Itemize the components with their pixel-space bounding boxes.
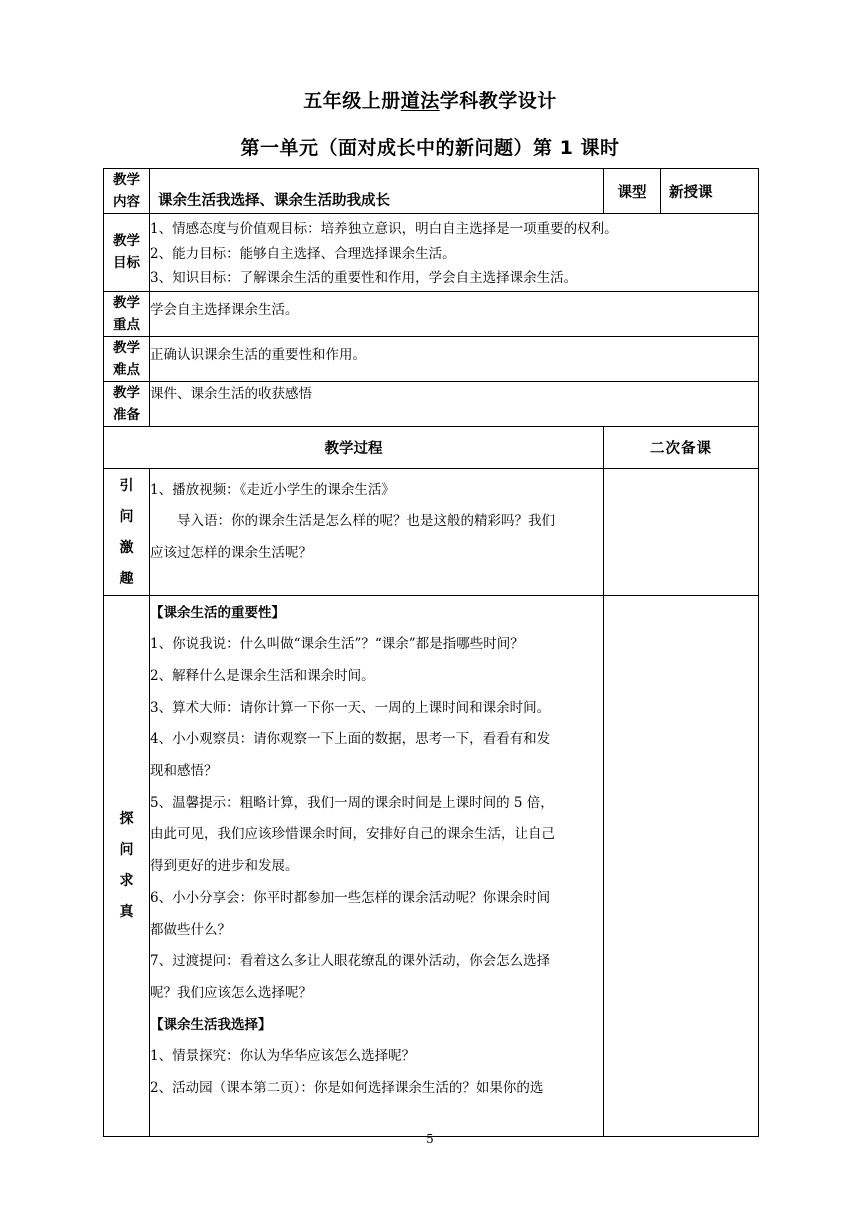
label-difficulties: 教学 难点: [104, 336, 150, 381]
intro-line: 1、播放视频：《走近小学生的课余生活》: [150, 481, 395, 498]
row-key-points: [104, 291, 759, 336]
intro-line: 应该过怎样的课余生活呢？: [150, 544, 312, 561]
goal-item: 1、情感态度与价值观目标：培养独立意识，明白自主选择是一项重要的权利。: [150, 221, 618, 237]
explore-line: 5、温馨提示：粗略计算，我们一周的课余时间是上课时间的 5 倍，: [150, 794, 554, 811]
explore-line: 1、情景探究：你认为华华应该怎么选择呢？: [150, 1048, 416, 1065]
explore-line: 都做些什么？: [150, 921, 231, 938]
explore-line: 由此可见，我们应该珍惜课余时间，安排好自己的课余生活，让自己: [150, 826, 555, 843]
row-intro: [104, 468, 759, 595]
goal-item: 3、知识目标：了解课余生活的重要性和作用，学会自主选择课余生活。: [150, 270, 578, 286]
section-title: 【课余生活的重要性】: [150, 604, 285, 621]
explore-line: 6、小小分享会：你平时都参加一些怎样的课余活动呢？你课余时间: [150, 889, 551, 906]
process-header: 教学过程: [104, 426, 604, 468]
explore-line: 4、小小观察员：请你观察一下上面的数据，思考一下，看看有和发: [150, 731, 551, 748]
key-points-value: 学会自主选择课余生活。: [150, 291, 759, 336]
explore-revision: [604, 595, 759, 1136]
explore-line: 2、解释什么是课余生活和课余时间。: [150, 667, 375, 684]
row-preparation: [104, 381, 759, 426]
row-content: [104, 169, 759, 214]
explore-line: 得到更好的进步和发展。: [150, 858, 299, 875]
explore-line: 7、过渡提问：看着这么多让人眼花缭乱的课外活动，你会怎么选择: [150, 953, 551, 970]
subject-underlined: 道法: [400, 90, 440, 112]
explore-line: 3、算术大师：请你计算一下你一天、一周的上课时间和课余时间。: [150, 699, 551, 716]
intro-revision: [604, 468, 759, 595]
label-content: 教学 内容: [104, 169, 150, 214]
explore-line: 呢？我们应该怎么选择呢？: [150, 984, 312, 1001]
label-intro: 引 问 激 趣: [104, 468, 150, 595]
explore-line: 1、你说我说：什么叫做“课余生活”？“课余”都是指哪些时间？: [150, 636, 524, 653]
page-subtitle: 第一单元（面对成长中的新问题）第 1 课时: [240, 137, 620, 159]
row-goals: [104, 214, 759, 292]
page-number: 5: [426, 1132, 434, 1146]
difficulties-value: 正确认识课余生活的重要性和作用。: [150, 336, 759, 381]
explore-line: 现和感悟？: [150, 763, 218, 780]
content-value: 课余生活我选择、课余生活助我成长: [150, 169, 604, 214]
intro-line: 导入语：你的课余生活是怎么样的呢？也是这般的精彩吗？我们: [177, 513, 555, 530]
explore-line: 2、活动园（课本第二页）：你是如何选择课余生活的？如果你的选: [150, 1080, 544, 1097]
label-explore: 探 问 求 真: [104, 595, 150, 1136]
row-process-header: [104, 426, 759, 468]
label-preparation: 教学 准备: [104, 381, 150, 426]
page-title: 五年级上册道法学科教学设计: [303, 90, 557, 112]
goals-value: [150, 214, 759, 292]
label-key-points: 教学 重点: [104, 291, 150, 336]
preparation-value: 课件、课余生活的收获感悟: [150, 381, 759, 426]
row-difficulties: [104, 336, 759, 381]
type-value: 新授课: [661, 169, 759, 214]
explore-content: [150, 595, 604, 1136]
goal-item: 2、能力目标：能够自主选择、合理选择课余生活。: [150, 245, 456, 262]
type-label: 课型: [604, 169, 661, 214]
section-title: 【课余生活我选择】: [150, 1016, 272, 1033]
intro-content: [150, 468, 604, 595]
row-explore: [104, 595, 759, 1136]
revision-header: 二次备课: [604, 426, 759, 468]
label-goals: 教学 目标: [104, 214, 150, 292]
lesson-plan-table: [103, 168, 759, 1137]
